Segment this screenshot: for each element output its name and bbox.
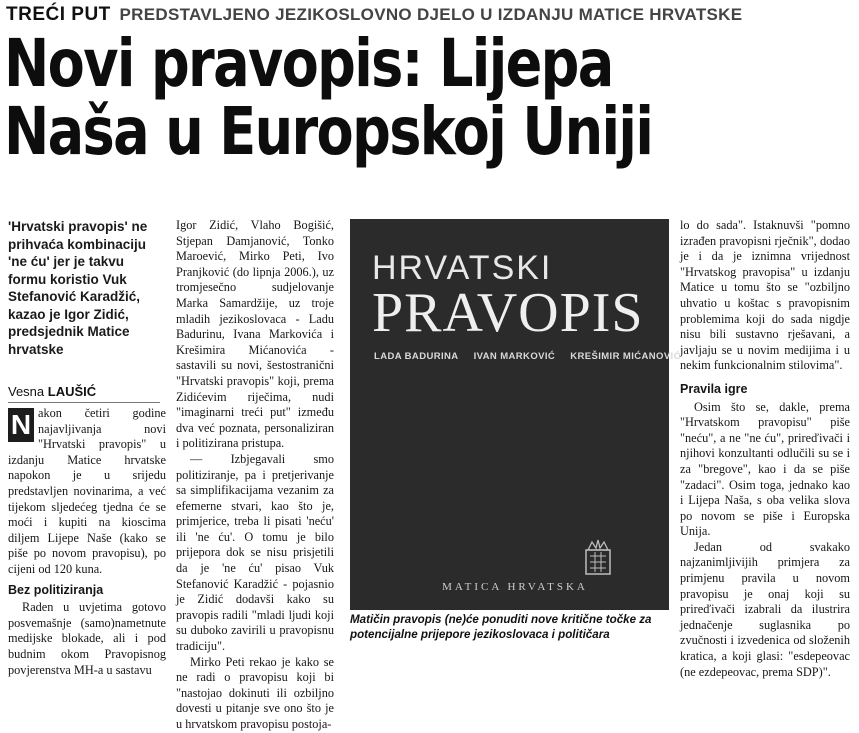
body-paragraph: Osim što se, dakle, prema "Hrvatskom pravopisu" piše "neću", a ne "ne ću", prireďivači i njihovi konzultanti odlučili su se i za "bregove", kao i da se piše "zadaci". Osim toga, jednako kao i Lijepa Naša, s oba velika slova po novom se piše i Europska Unija. [680, 399, 850, 539]
subhead-bez-politiziranja: Bez politiziranja [8, 582, 104, 597]
headline [4, 25, 701, 170]
article-column-1 [8, 406, 166, 678]
body-paragraph: — Izbjegavali smo politiziranje, pa i pretjerivanje sa simplifikacijama vezanim za efemerne stvari, kao što je, primjerice, treba li pisati 'neću' ili 'ne ću'. O tomu je bilo prijepora dok se nisu prisjetili da je 'ne ću' pisao Vuk Stefanović Karadžić - pojasnio je Zidić dodavši kako su pravopis radili "mladi ljudi koji su duboko zavirili u pravopisnu tradiciju". [176, 451, 334, 654]
lead-paragraph: 'Hrvatski pravopis' ne prihvaća kombinaciju 'ne ću' jer je takvu formu koristio Vuk Stefanović Karadžić, kazao je Igor Zidić, predsjednik Matice hrvatske [8, 219, 148, 357]
body-paragraph: lo do sada". Istaknuvši "pomno izrađen pravopisni rječnik", dodao je i da je iznimna vrijednost "Hrvatskog pravopisa" u izdanju Matice u tomu što se "ozbiljno uhvatio u koštac s pravopisnim problemima koji do sada nigdje nisu bili sustavno rješavani, a javljaju se u novim medijima i u nekim funkcionalnim stilovima". [680, 218, 850, 373]
kicker-text: PREDSTAVLJENO JEZIKOSLOVNO DJELO U IZDANJU MATICE HRVATSKE [119, 5, 743, 24]
book-author: KREŠIMIR MIĆANOVIĆ [570, 351, 681, 362]
opening-paragraph-text: akon četiri godine najavljivanja novi "Hrvatski pravopis" u izdanju Matice hrvatske napokon je u srijedu predstavljen novinarima, a već tijekom sljedećeg tjedna će se moći i kupiti na kioscima diljem Lijepe Naše (kako se piše po novom pravopisu), po cijeni od 120 kuna. [8, 406, 166, 576]
article-column-2 [176, 218, 334, 733]
body-paragraph: Raden u uvjetima gotovo posvemašnje (samo)nametnute medijske blokade, ali i pod budnim okom Pravopisnog povjerenstva MH-a u sastavu [8, 600, 166, 677]
book-cover-photo [350, 219, 681, 610]
article-column-4 [680, 218, 850, 680]
photo-caption: Matičin pravopis (ne)će ponuditi nove kritične točke za potencijalne prijepore jezikoslovaca i političara [350, 613, 652, 641]
book-author: IVAN MARKOVIĆ [473, 351, 556, 362]
opening-paragraph [8, 406, 166, 578]
body-paragraph: Mirko Peti rekao je kako se ne radi o pravopisu koji bi "nastojao dokinuti ili ozbiljno dovesti u pitanje sve ono što je u hrvatskom pravopisu postoja- [176, 654, 334, 731]
book-publisher: MATICA HRVATSKA [442, 581, 588, 593]
body-paragraph: Jedan od svakako najzanimljivijih primjera za primjenu pravila u novom pravopisu je onaj koji su prireďivači izabrali da ilustrira jednačenje suglasnika po zvučnosti i izvedenica od složenih kratica, a koji glasi: "esdepeovac (ne ezdepeovac, prema SDP)". [680, 539, 850, 679]
headline-line-1: Novi pravopis: Lijepa [4, 25, 613, 102]
book-title-line-2: PRAVOPIS [372, 282, 644, 344]
drop-cap: N [8, 408, 34, 442]
book-author: LADA BADURINA [374, 351, 459, 362]
kicker-label: TREĆI PUT [6, 4, 111, 25]
byline [8, 384, 160, 403]
subhead-pravila-igre: Pravila igre [680, 381, 748, 396]
byline-last-name: LAUŠIĆ [47, 384, 97, 399]
book-authors [374, 351, 693, 362]
book-title-line-1: HRVATSKI [372, 249, 553, 287]
headline-line-2: Naša u Europskoj Uniji [4, 93, 653, 170]
body-paragraph: Igor Zidić, Vlaho Bogišić, Stjepan Damjanović, Tonko Maroević, Mirko Peti, Ivo Pranjković (do lipnja 2006.), uz tromjesečno sudjelovanje Marka Samardžije, uz troje mladih jezikoslovaca - Ladu Badurinu, Ivana Markovića i Krešimira Mićanovića - sastavili su novi, šestostranični "Hrvatski pravopis" koji, prema Zidićevim riječima, nudi "imaginarni treći put" između dva već poznata, personaliziran i politizirana pristupa. [176, 218, 334, 451]
matica-emblem-icon [584, 536, 612, 576]
byline-first-name: Vesna [8, 384, 45, 399]
